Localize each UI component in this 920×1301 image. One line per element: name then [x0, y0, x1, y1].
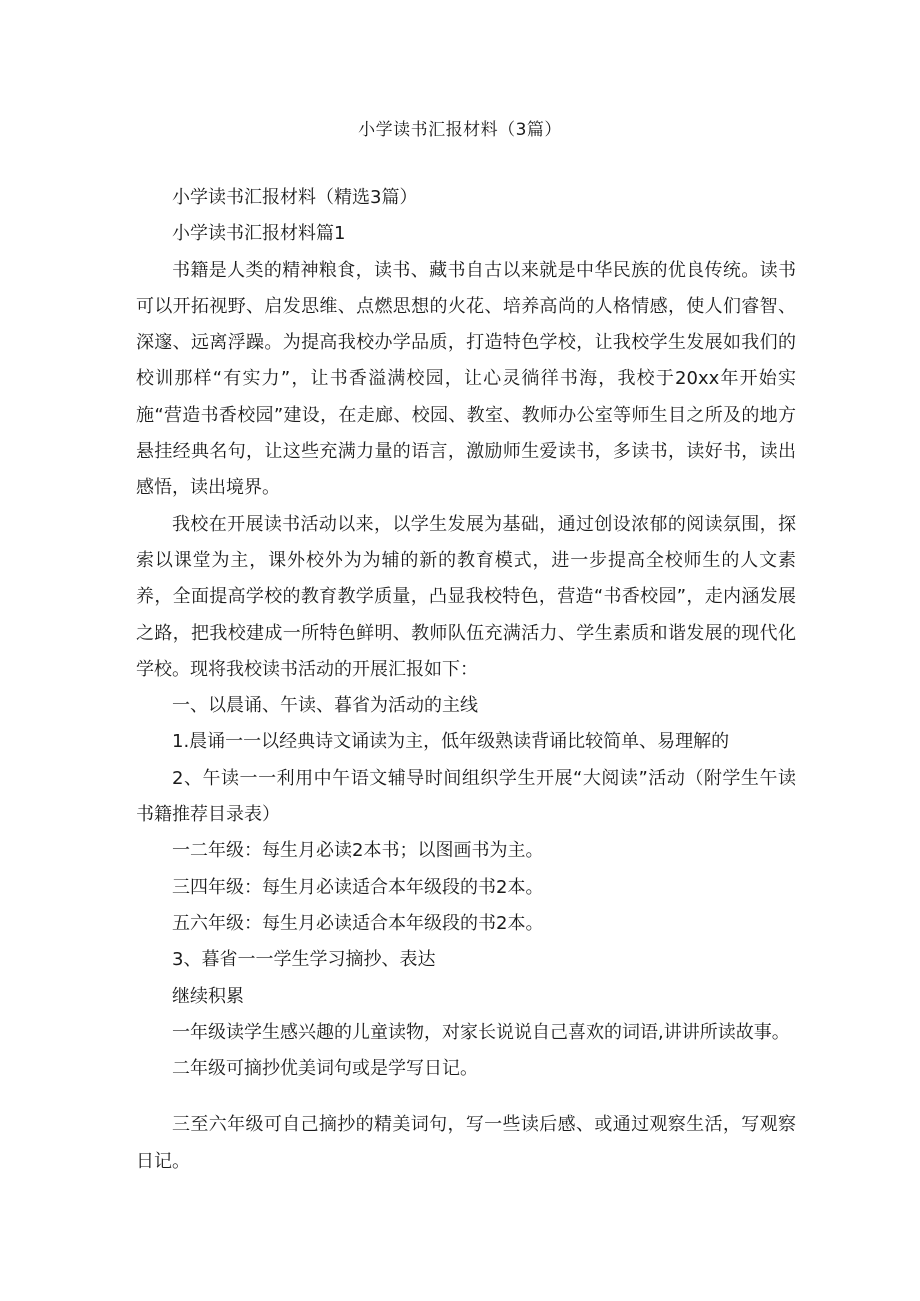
grade-1-activity: 一年级读学生感兴趣的儿童读物，对家长说说自己喜欢的词语,讲讲所读故事。	[172, 1021, 790, 1043]
grade-2-activity: 二年级可摘抄优美词句或是学写日记。	[172, 1058, 478, 1080]
grade-3-4-requirement: 三四年级：每生月必读适合本年级段的书2本。	[172, 876, 544, 898]
evening-reflection-item: 3、暮省一一学生学习摘抄、表达	[172, 949, 436, 971]
activity-heading: 一、以晨诵、午读、暮省为活动的主线	[172, 695, 478, 717]
grade-5-6-requirement: 五六年级：每生月必读适合本年级段的书2本。	[172, 912, 544, 934]
intro-paragraph: 书籍是人类的精神粮食，读书、藏书自古以来就是中华民族的优良传统。读书可以开拓视野、启发思维、点燃思想的火花、培养高尚的人格情感，使人们睿智、深邃、远离浮躁。为提高我校办学品质，打造特色学校，让我校学生发展如我们的校训那样“有实力”，让书香溢满校园，让心灵徜徉书海，我校于20xx年开始实施“营造书香校园”建设，在走廊、校园、教室、教师办公室等师生目之所及的地方悬挂经典名句，让这些充满力量的语言，激励师生爱读书，多读书，读好书，读出感悟，读出境界。	[136, 259, 796, 499]
grade-1-2-requirement: 一二年级：每生月必读2本书；以图画书为主。	[172, 840, 544, 862]
document-title: 小学读书汇报材料（3篇）	[358, 120, 562, 140]
grade-3-6-activity: 三至六年级可自己摘抄的精美词句，写一些读后感、或通过观察生活，写观察日记。	[136, 1114, 796, 1172]
morning-reading-item: 1.晨诵一一以经典诗文诵读为主，低年级熟读背诵比较简单、易理解的	[172, 731, 730, 753]
noon-reading-item: 2、午读一一利用中午语文辅导时间组织学生开展“大阅读”活动（附学生午读书籍推荐目录表）	[136, 767, 796, 826]
section-heading: 小学读书汇报材料篇1	[172, 223, 346, 245]
keep-accumulating-line: 继续积累	[172, 985, 244, 1007]
document-body	[136, 180, 796, 1180]
subtitle-paragraph: 小学读书汇报材料（精选3篇）	[172, 187, 418, 208]
overview-paragraph: 我校在开展读书活动以来，以学生发展为基础，通过创设浓郁的阅读氛围，探索以课堂为主，课外校外为为辅的新的教育模式，进一步提高全校师生的人文素养，全面提高学校的教育教学质量，凸显我校特色，营造“书香校园”，走内涵发展之路，把我校建成一所特色鲜明、教师队伍充满活力、学生素质和谐发展的现代化学校。现将我校读书活动的开展汇报如下：	[136, 513, 796, 680]
